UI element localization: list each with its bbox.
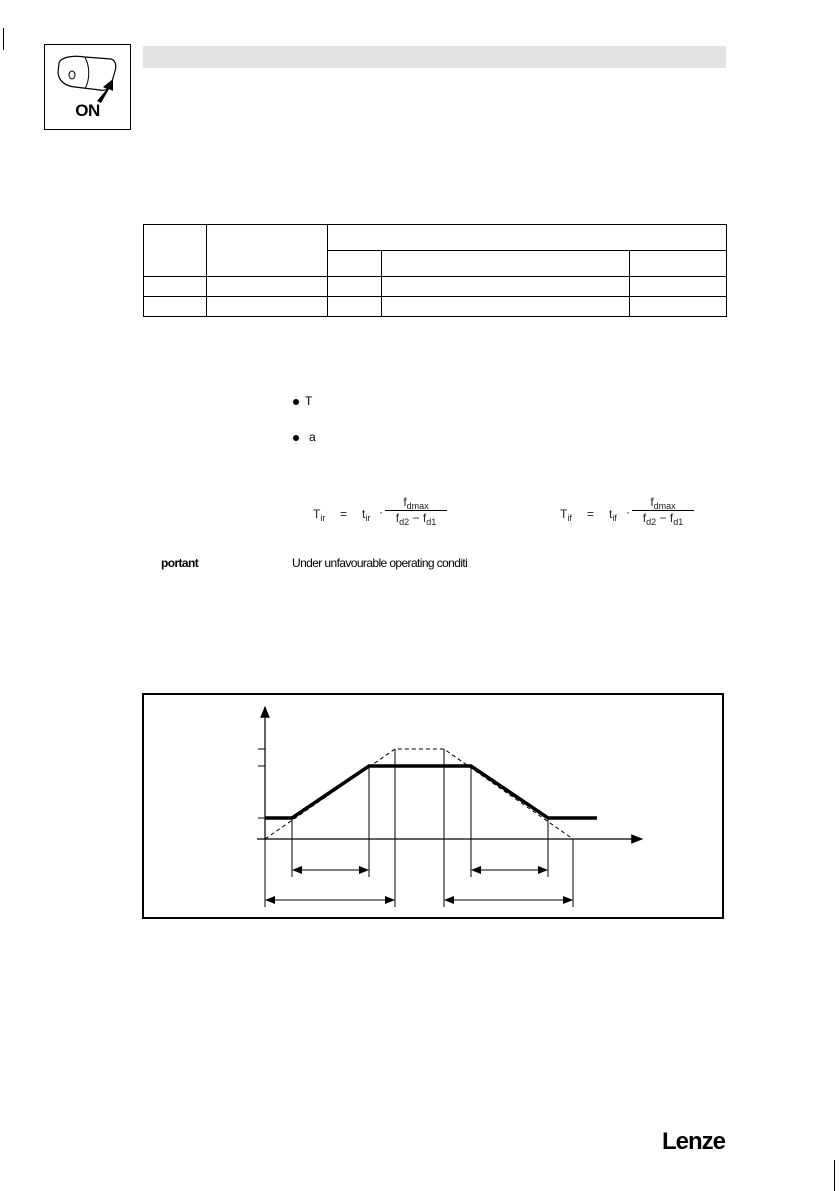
- table-cell: [382, 277, 630, 297]
- parameter-table: [143, 224, 727, 317]
- formula-fraction: [632, 495, 694, 525]
- section-header-bar: [143, 46, 726, 68]
- formula-lhs: $T_{ir}$: [313, 507, 326, 523]
- ramp-diagram: [144, 695, 722, 917]
- table-cell: [630, 251, 727, 277]
- formula-lhs: $T_{if}$: [560, 507, 572, 523]
- table-cell: [144, 225, 207, 277]
- theoretical-ramp: [265, 749, 573, 839]
- lenze-logo: Lenze: [661, 1128, 725, 1155]
- ramp-diagram-frame: [142, 693, 724, 919]
- on-label: ON: [75, 101, 100, 120]
- formula-rise-time: [313, 495, 453, 539]
- formula-eq: =: [587, 507, 595, 521]
- table-cell: [207, 277, 328, 297]
- on-icon-box: [44, 44, 131, 130]
- table-cell: [144, 297, 207, 317]
- table-row: [144, 277, 727, 297]
- formula-eq: =: [340, 507, 348, 521]
- note-label: portant: [161, 556, 199, 570]
- bullet-item-2: [293, 430, 316, 444]
- table-cell: [630, 277, 727, 297]
- formula-dot: ·: [379, 505, 383, 519]
- table-cell: [328, 225, 727, 251]
- crop-mark-top-left: [3, 28, 4, 50]
- formula-fraction: [385, 495, 447, 525]
- table-cell: [328, 297, 382, 317]
- bullet-dot: [293, 399, 299, 405]
- table-cell: [328, 277, 382, 297]
- bullet-item-1: [293, 394, 312, 408]
- formula-fall-time: [560, 495, 700, 539]
- formula-t: $t_{if}$: [609, 507, 617, 523]
- formula-numerator: $f_{dmax}$: [632, 495, 694, 511]
- table-cell: [630, 297, 727, 317]
- bullet-dot: [293, 435, 299, 441]
- crop-mark-bottom-right: [834, 1160, 835, 1191]
- table-cell: [382, 251, 630, 277]
- bullet-text: T: [305, 394, 313, 408]
- formula-denominator: $f_{d2} - f_{d1}$: [395, 511, 437, 527]
- table-cell: [207, 225, 328, 277]
- table-row: [144, 297, 727, 317]
- formula-t: $t_{ir}$: [362, 507, 371, 523]
- table-cell: [382, 297, 630, 317]
- formula-dot: ·: [626, 505, 630, 519]
- frequency-profile: [265, 766, 597, 818]
- table-cell: [328, 251, 382, 277]
- formula-numerator: $f_{dmax}$: [385, 495, 447, 511]
- table-cell: [207, 297, 328, 317]
- formula-denominator: $f_{d2} - f_{d1}$: [642, 511, 684, 527]
- power-switch-icon: [45, 45, 130, 105]
- table-cell: [144, 277, 207, 297]
- table-header-row: [144, 225, 727, 251]
- note-text: Under unfavourable operating conditi: [292, 556, 468, 570]
- bullet-text: a: [309, 430, 316, 444]
